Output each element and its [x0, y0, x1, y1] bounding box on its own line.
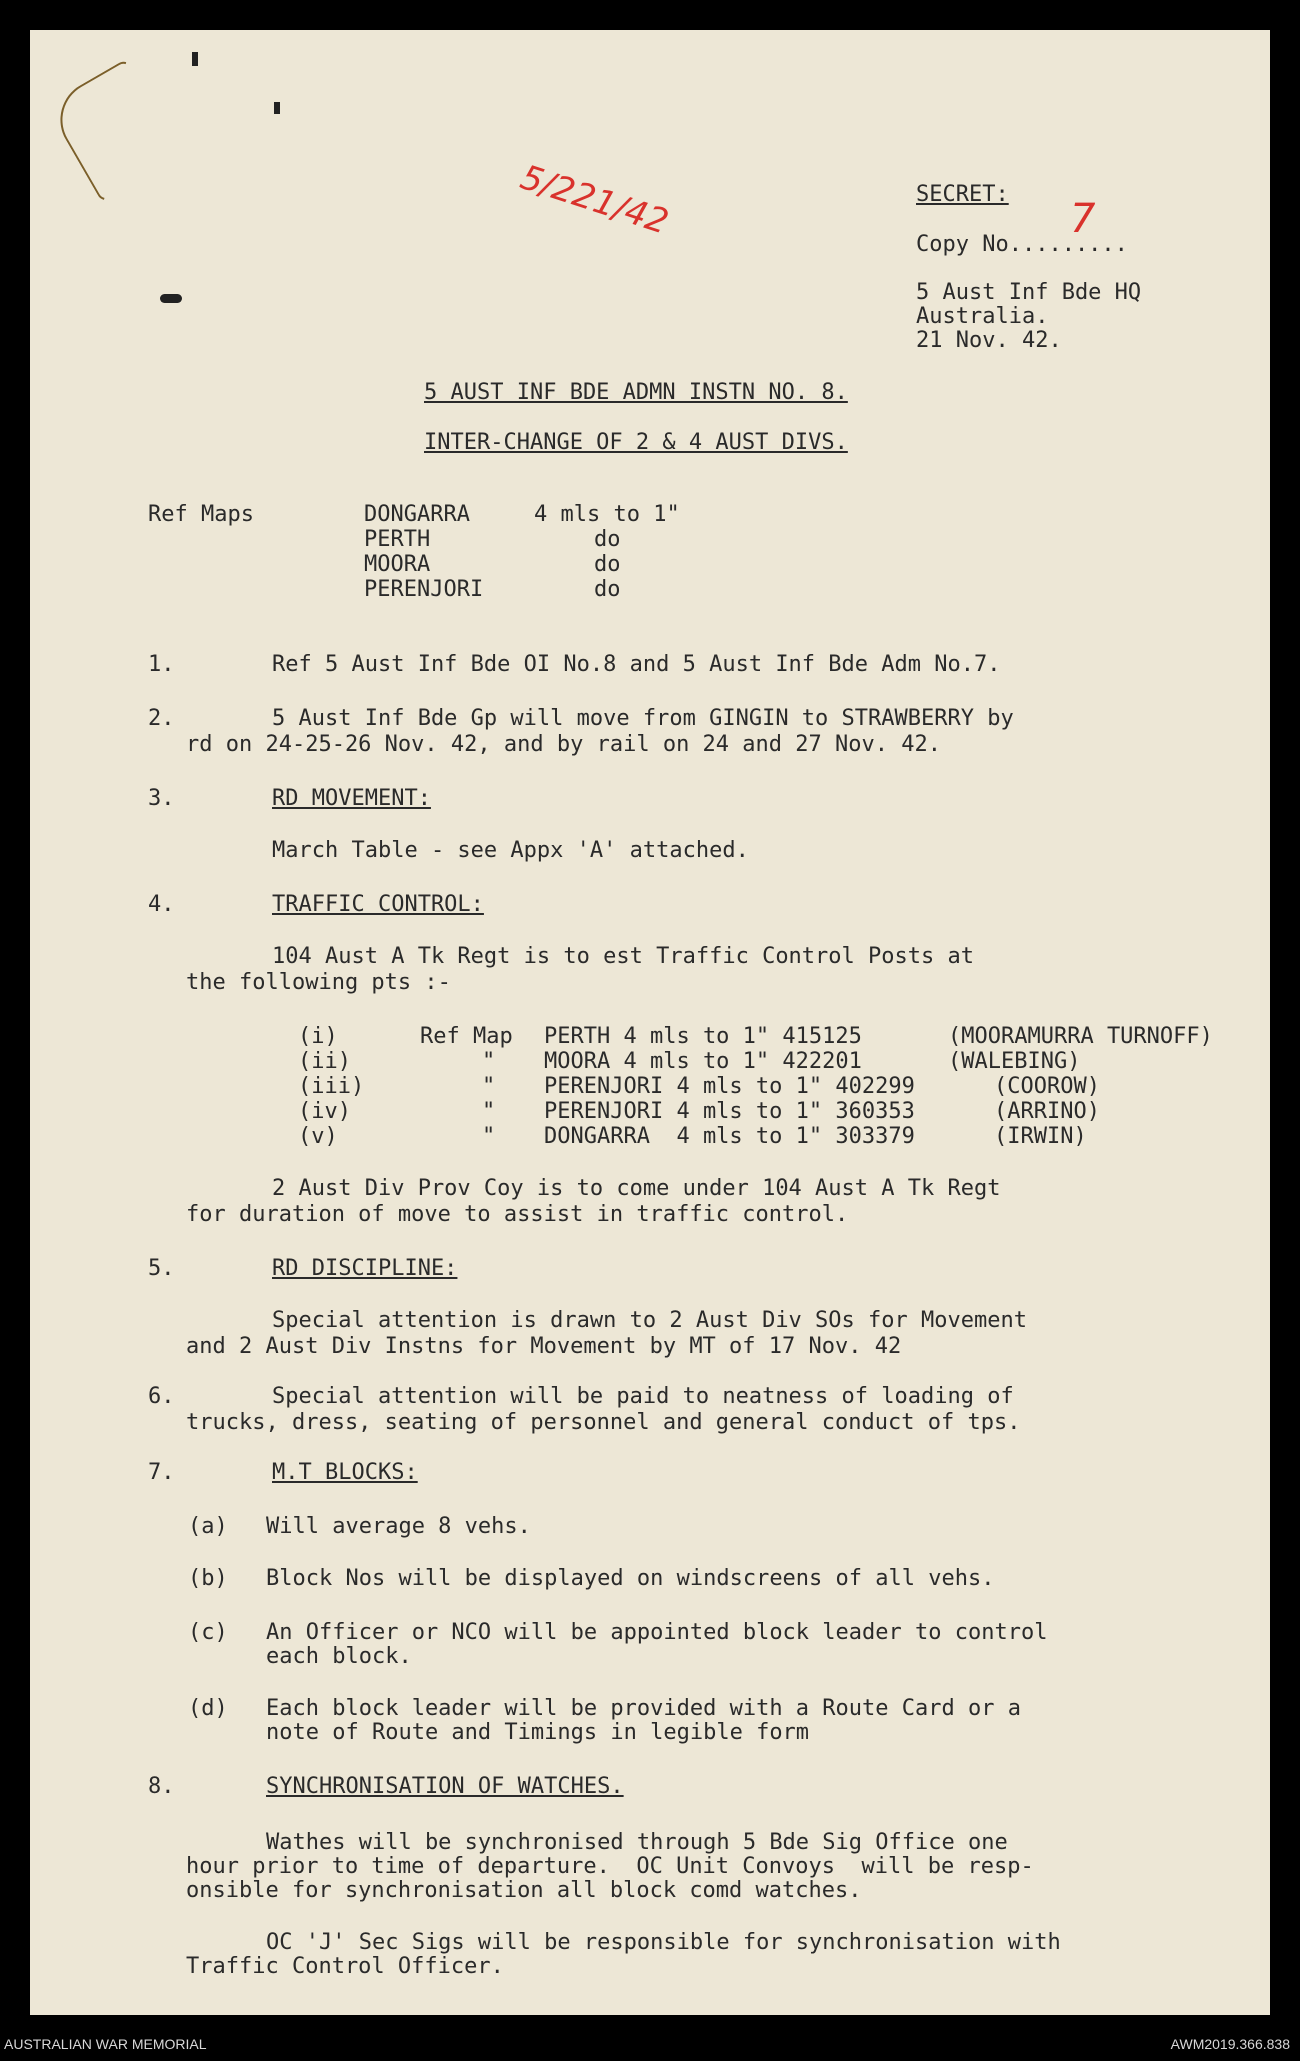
mt-block-text-cont: each block.: [266, 1644, 412, 1669]
post-number: (iv): [298, 1099, 351, 1124]
copy-number: Copy No.........: [916, 232, 1128, 257]
para-8-line-1: Wathes will be synchronised through 5 Bde Sig Office one: [266, 1830, 1008, 1855]
post-map-ref: PERENJORI 4 mls to 1" 360353: [544, 1099, 915, 1124]
para-6-line-2: trucks, dress, seating of personnel and general conduct of tps.: [186, 1410, 1021, 1435]
ref-map-name: PERENJORI: [364, 577, 484, 602]
ref-map-scale: do: [594, 527, 621, 552]
mt-block-text-cont: note of Route and Timings in legible form: [266, 1720, 810, 1745]
handwritten-copy-number: 7: [1070, 196, 1096, 242]
archive-credit: AUSTRALIAN WAR MEMORIAL: [4, 2036, 207, 2052]
para-4-line-2: the following pts :-: [186, 970, 451, 995]
document-title: 5 AUST INF BDE ADMN INSTN NO. 8.: [424, 380, 848, 405]
para-2-line-1: 5 Aust Inf Bde Gp will move from GINGIN to STRAWBERRY by: [272, 706, 1014, 731]
secret-marking: SECRET:: [916, 182, 1009, 207]
mt-block-text: Will average 8 vehs.: [266, 1514, 531, 1539]
ink-speck: [274, 102, 280, 114]
para-5-heading: RD DISCIPLINE:: [272, 1256, 458, 1281]
para-3-text: March Table - see Appx 'A' attached.: [272, 838, 749, 863]
para-8-line-5: Traffic Control Officer.: [186, 1954, 504, 1979]
para-4-heading: TRAFFIC CONTROL:: [272, 892, 484, 917]
para-1-text: Ref 5 Aust Inf Bde OI No.8 and 5 Aust Inf Bde Adm No.7.: [272, 652, 1001, 677]
para-1-number: 1.: [148, 652, 175, 677]
ref-map-scale: do: [594, 577, 621, 602]
post-number: (v): [298, 1124, 338, 1149]
para-6-line-1: Special attention will be paid to neatness of loading of: [272, 1384, 1014, 1409]
post-place: (IRWIN): [994, 1124, 1087, 1149]
para-6-number: 6.: [148, 1384, 175, 1409]
post-place: (MOORAMURRA TURNOFF): [948, 1024, 1213, 1049]
ink-speck: [160, 294, 182, 303]
para-8-line-2: hour prior to time of departure. OC Unit Convoys will be resp-: [186, 1854, 1034, 1879]
mt-block-label: (b): [188, 1566, 228, 1591]
ref-map-name: PERTH: [364, 527, 431, 552]
para-8-line-4: OC 'J' Sec Sigs will be responsible for synchronisation with: [266, 1930, 1061, 1955]
para-3-heading: RD MOVEMENT:: [272, 786, 431, 811]
para-8-line-3: onsible for synchronisation all block comd watches.: [186, 1878, 862, 1903]
handwritten-file-reference: 5/221/42: [515, 157, 674, 243]
para-5-line-1: Special attention is drawn to 2 Aust Div SOs for Movement: [272, 1308, 1027, 1333]
para-4-after-line-1: 2 Aust Div Prov Coy is to come under 104 Aust A Tk Regt: [272, 1176, 1001, 1201]
mt-block-text: Each block leader will be provided with a Route Card or a: [266, 1696, 1021, 1721]
post-ref: Ref Map: [420, 1024, 513, 1049]
post-ref: ": [482, 1049, 496, 1074]
para-4-number: 4.: [148, 892, 175, 917]
ref-map-scale: 4 mls to 1": [534, 502, 680, 527]
archive-reference: AWM2019.366.838: [1170, 2036, 1290, 2052]
post-map-ref: PERENJORI 4 mls to 1" 402299: [544, 1074, 915, 1099]
post-ref: ": [482, 1099, 496, 1124]
para-8-heading: SYNCHRONISATION OF WATCHES.: [266, 1774, 624, 1799]
paper-clip-mark: [46, 58, 184, 204]
post-map-ref: MOORA 4 mls to 1" 422201: [544, 1049, 862, 1074]
document-date: 21 Nov. 42.: [916, 328, 1062, 353]
para-7-number: 7.: [148, 1460, 175, 1485]
mt-block-text: An Officer or NCO will be appointed block leader to control: [266, 1620, 1048, 1645]
post-number: (ii): [298, 1049, 351, 1074]
post-map-ref: DONGARRA 4 mls to 1" 303379: [544, 1124, 915, 1149]
para-5-line-2: and 2 Aust Div Instns for Movement by MT of 17 Nov. 42: [186, 1334, 902, 1359]
document-subtitle: INTER-CHANGE OF 2 & 4 AUST DIVS.: [424, 430, 848, 455]
post-number: (i): [298, 1024, 338, 1049]
ink-speck: [192, 52, 198, 66]
post-ref: ": [482, 1074, 496, 1099]
ref-map-scale: do: [594, 552, 621, 577]
ref-map-name: DONGARRA: [364, 502, 470, 527]
para-2-number: 2.: [148, 706, 175, 731]
para-5-number: 5.: [148, 1256, 175, 1281]
post-number: (iii): [298, 1074, 365, 1099]
mt-block-label: (c): [188, 1620, 228, 1645]
hq-line-1: 5 Aust Inf Bde HQ: [916, 280, 1142, 305]
para-8-number: 8.: [148, 1774, 175, 1799]
para-4-line-1: 104 Aust A Tk Regt is to est Traffic Control Posts at: [272, 944, 974, 969]
mt-block-label: (a): [188, 1514, 228, 1539]
ref-maps-label: Ref Maps: [148, 502, 254, 527]
para-2-line-2: rd on 24-25-26 Nov. 42, and by rail on 24 and 27 Nov. 42.: [186, 732, 941, 757]
post-map-ref: PERTH 4 mls to 1" 415125: [544, 1024, 862, 1049]
post-ref: ": [482, 1124, 496, 1149]
document-page: [30, 30, 1270, 2015]
ref-map-name: MOORA: [364, 552, 431, 577]
mt-block-text: Block Nos will be displayed on windscreens of all vehs.: [266, 1566, 995, 1591]
post-place: (COOROW): [994, 1074, 1100, 1099]
para-3-number: 3.: [148, 786, 175, 811]
post-place: (ARRINO): [994, 1099, 1100, 1124]
mt-block-label: (d): [188, 1696, 228, 1721]
post-place: (WALEBING): [948, 1049, 1081, 1074]
para-4-after-line-2: for duration of move to assist in traffic control.: [186, 1202, 849, 1227]
para-7-heading: M.T BLOCKS:: [272, 1460, 418, 1485]
hq-line-2: Australia.: [916, 304, 1049, 329]
